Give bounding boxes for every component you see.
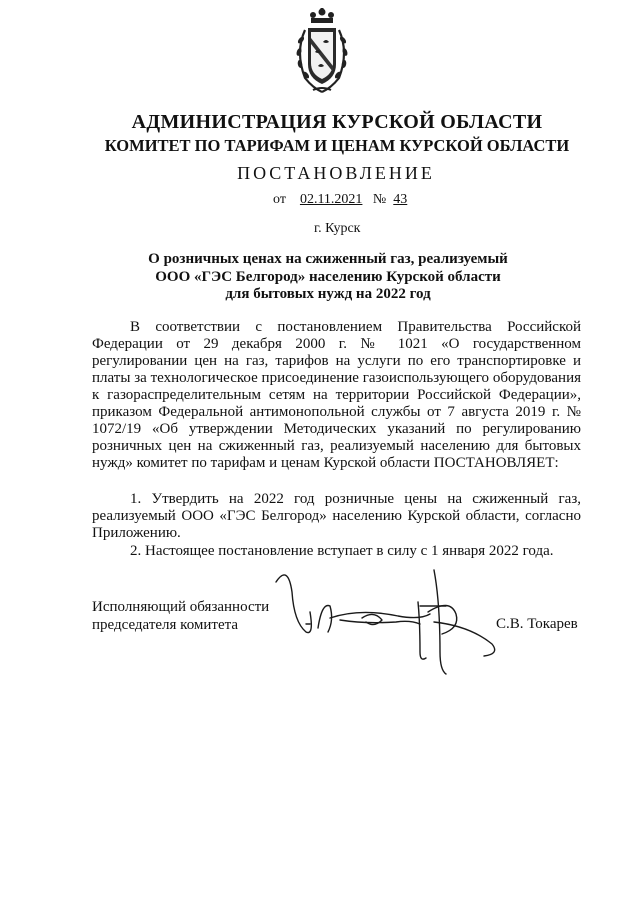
document-type: ПОСТАНОВЛЕНИЕ bbox=[237, 163, 435, 183]
committee-title: КОМИТЕТ ПО ТАРИФАМ И ЦЕНАМ КУРСКОЙ ОБЛАСТИ bbox=[104, 136, 570, 155]
date-prefix: от bbox=[273, 192, 286, 207]
subject-line: О розничных ценах на сжиженный газ, реализуемый bbox=[148, 251, 508, 267]
number-prefix: № bbox=[372, 192, 387, 207]
resolution-item-2: 2. Настоящее постановление вступает в силу с 1 января 2022 года. bbox=[130, 543, 554, 559]
position-line: Исполняющий обязанности bbox=[92, 599, 270, 615]
date-number-line bbox=[273, 192, 407, 208]
resolution-item-1: 1. Утвердить на 2022 год розничные цены на сжиженный газ, реализуемый ООО «ГЭС Белгород» населению Курской области, согласно Приложению. bbox=[92, 491, 581, 541]
document-subject bbox=[0, 251, 640, 304]
signatory-name: С.В. Токарев bbox=[496, 616, 578, 632]
position-line: председателя комитета bbox=[92, 617, 239, 633]
signatory-position bbox=[92, 598, 269, 634]
preamble-paragraph: В соответствии с постановлением Правительства Российской Федерации от 29 декабря 2000 г. № 1021 «О государственном регулировании цен на газ, тарифов на услуги по его транспортировке и платы за технологическое присоединение газоиспользующего оборудования к газораспределительным сетям на территории Российской Федерации», приказом Федеральной антимонопольной службы от 7 августа 2019 г. № 1072/19 «Об утверждении Методических указаний по регулированию розничных цен на сжиженный газ, реализуемый населению для бытовых нужд» комитет по тарифам и ценам Курской области ПОСТАНОВЛЯЕТ: bbox=[92, 319, 581, 471]
document-number: 43 bbox=[393, 192, 408, 207]
subject-line: ООО «ГЭС Белгород» населению Курской области bbox=[155, 268, 501, 285]
handwritten-signature bbox=[270, 562, 510, 680]
administration-title: АДМИНИСТРАЦИЯ КУРСКОЙ ОБЛАСТИ bbox=[131, 111, 543, 133]
document-date: 02.11.2021 bbox=[299, 192, 363, 207]
subject-line: для бытовых нужд на 2022 год bbox=[225, 286, 431, 302]
coat-of-arms-icon bbox=[291, 8, 353, 96]
city: г. Курск bbox=[314, 221, 361, 236]
